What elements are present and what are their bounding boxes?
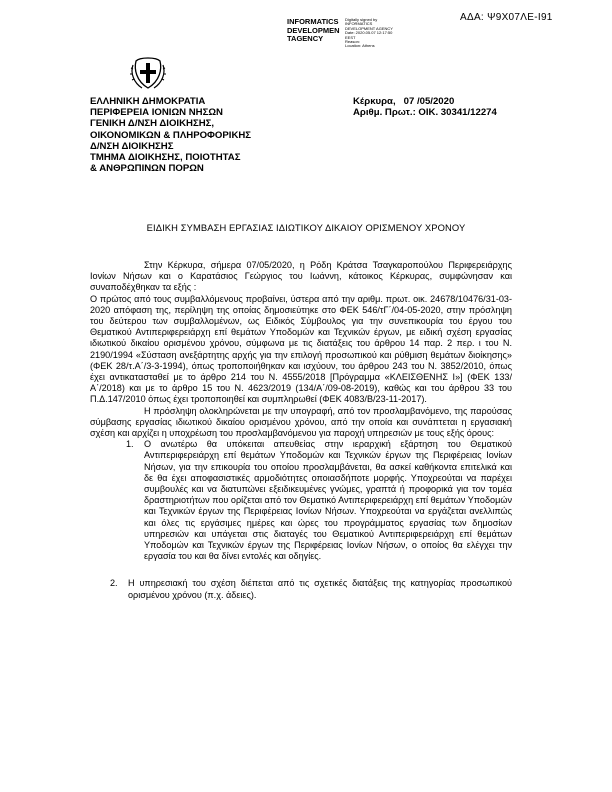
paragraph-completion: Η πρόσληψη ολοκληρώνεται με την υπογραφή, από τον προσλαμβανόμενο, της παρούσας σύμβασης εργασίας ιδιωτικού δικαίου ορισμένου χρόνου, από την οποία και συνάπτεται η εργασιακή σχέση και αρχίζει η υποχρέωση του προσλαμβανόμενου για παροχή υπηρεσιών με τους εξής όρους: <box>90 405 512 439</box>
authority-line: ΓΕΝΙΚΗ Δ/ΝΣΗ ΔΙΟΙΚΗΣΗΣ, <box>90 118 215 130</box>
authority-line: ΕΛΛΗΝΙΚΗ ΔΗΜΟΚΡΑΤΙΑ <box>90 96 206 107</box>
stamp-detail-line: Digitally signed by <box>345 17 378 22</box>
paragraph-intro: Στην Κέρκυρα, σήμερα 07/05/2020, η Ρόδη Κράτσα Τσαγκαροπούλου Περιφερειάρχης Ιονίων Νήσων και ο Καρατάσιος Γεώργιος του Ιωάννη, κάτοικος Κέρκυρας, συμφώνησαν και συναποδέχθηκαν τα εξής : <box>90 260 512 293</box>
paragraph-hiring: Ο πρώτος από τους συμβαλλόμενους προβαίνει, ύστερα από την αριθμ. πρωτ. οικ. 24678/10476/31-03-2020 απόφαση της, περίληψη της οποίας δημοσιεύτηκε στο ΦΕΚ 546/τΓ΄/04-05-2020, στην πρόσληψη του δεύτερου των συμβαλλομένων, ως Ειδικός Σύμβουλος για την συνεπικουρία του έργου του Θεματικού Αντιπεριφερειάρχη επί θεμάτων Υποδομών και Τεχνικών έργων, με ειδική σχέση εργασίας ιδιωτικού δικαίου ορισμένου χρόνου, σύμφωνα με τις διατάξεις του άρθρου 14 παρ. 2 περ. ι του Ν. 2190/1994 «Σύσταση ανεξάρτητης αρχής για την επιλογή προσωπικού και ρύθμιση θεμάτων διοίκησης» (ΦΕΚ 28/τ.Α΄/3-3-1994), όπως τροποποιήθηκαν και ισχύουν, του άρθρου 243 του Ν. 3852/2010, όπως έχει αντικατασταθεί με το άρθρο 214 του Ν. 4555/2018 [Πρόγραμμα «ΚΛΕΙΣΘΕΝΗΣ Ι»] (ΦΕΚ 133/Α΄/2018) και με το άρθρο 15 του Ν. 4623/2019 (134/Α΄/09-08-2019), καθώς και του άρθρου 33 του Π.Δ.147/2010 όπως έχει τροποποιηθεί και συμπληρωθεί (ΦΕΚ 4083/Β/23-11-2017). <box>90 293 512 405</box>
authority-line: ΠΕΡΙΦΕΡΕΙΑ ΙΟΝΙΩΝ ΝΗΣΩΝ <box>90 107 223 119</box>
stamp-detail-line: DEVELOPMENT AGENCY <box>345 25 393 31</box>
authority-line: ΤΜΗΜΑ ΔΙΟΙΚΗΣΗΣ, ΠΟΙΟΤΗΤΑΣ <box>90 152 241 164</box>
signature-stamp-title <box>287 18 347 44</box>
term-number: 2. <box>110 578 118 589</box>
stamp-title-line: TAGENCY <box>287 34 324 43</box>
greek-emblem-icon <box>130 55 166 91</box>
stamp-detail-line: Reason: <box>345 39 360 45</box>
term-number: 1. <box>126 439 134 450</box>
stamp-detail-line: INFORMATICS <box>345 21 373 27</box>
document-title: ΕΙΔΙΚΗ ΣΥΜΒΑΣΗ ΕΡΓΑΣΙΑΣ ΙΔΙΩΤΙΚΟΥ ΔΙΚΑΙΟΥ ΟΡΙΣΜΕΝΟΥ ΧΡΟΝΟΥ <box>146 222 466 233</box>
protocol-number: Αριθμ. Πρωτ.: ΟΙΚ. 30341/12274 <box>353 107 497 119</box>
date-protocol-block <box>353 96 583 118</box>
stamp-title-line: INFORMATICS <box>287 17 339 26</box>
stamp-detail-line: EEST <box>345 34 356 40</box>
term-text: Η υπηρεσιακή του σχέση διέπεται από τις σχετικές διατάξεις της κατηγορίας προσωπικού ορισμένου χρόνου (π.χ. άδειες). <box>128 578 512 600</box>
authority-line: ΟΙΚΟΝΟΜΙΚΩΝ & ΠΛΗΡΟΦΟΡΙΚΗΣ <box>90 129 252 141</box>
stamp-detail-line: Location: Athens <box>345 43 375 49</box>
place: Κέρκυρα, <box>353 96 396 107</box>
list-item <box>126 439 512 562</box>
list-item <box>110 578 512 600</box>
term-text: Ο ανωτέρω θα υπόκειται απευθείας στην ιεραρχική εξάρτηση του Θεματικού Αντιπεριφερειάρχη επί θεμάτων Υποδομών και Τεχνικών έργων της Περιφέρειας Ιονίων Νήσων, για την επικουρία του οποίου προσλαμβάνεται, θα ασκεί καθήκοντα επιτελικά και δε θα έχει αποφασιστικές αρμοδιότητες οποιασδήποτε μορφής. Υποχρεούται να παρέχει συμβουλές και να διατυπώνει εξειδικευμένες γνώμες, γραπτά ή προφορικά για τον τομέα δραστηριοτήτων που ορίζεται από τον Θεματικό Αντιπεριφερειάρχη επί θεμάτων Υποδομών και Τεχνικών έργων της Περιφέρειας Ιονίων Νήσων. Υποχρεούται να εργάζεται ανελλιπώς και όλες τις εργάσιμες ημέρες και ώρες του προγράμματος εργασίας των δημοσίων υπηρεσιών και υπάγεται στις διαταγές του Θεματικού Αντιπεριφερειάρχη επί θεμάτων Υποδομών και Τεχνικών έργων της Περιφέρειας Ιονίων Νήσων, ο οποίος θα ελέγχει την εργασία του και θα δίνει εντολές και οδηγίες. <box>144 439 512 562</box>
stamp-title-line: DEVELOPMEN <box>287 25 340 35</box>
authority-line: & ΑΝΘΡΩΠΙΝΩΝ ΠΟΡΩΝ <box>90 163 204 175</box>
document-body <box>90 260 512 601</box>
authority-line: Δ/ΝΣΗ ΔΙΟΙΚΗΣΗΣ <box>90 140 174 152</box>
ada-code: ΑΔΑ: Ψ9Χ07ΛΕ-Ι91 <box>460 12 553 23</box>
terms-list <box>90 439 512 601</box>
document-date: 07 /05/2020 <box>403 96 455 107</box>
signature-stamp-details <box>345 18 415 49</box>
stamp-detail-line: Date: 2020.05.07 12:17:50 <box>345 30 393 36</box>
issuing-authority <box>90 96 310 174</box>
